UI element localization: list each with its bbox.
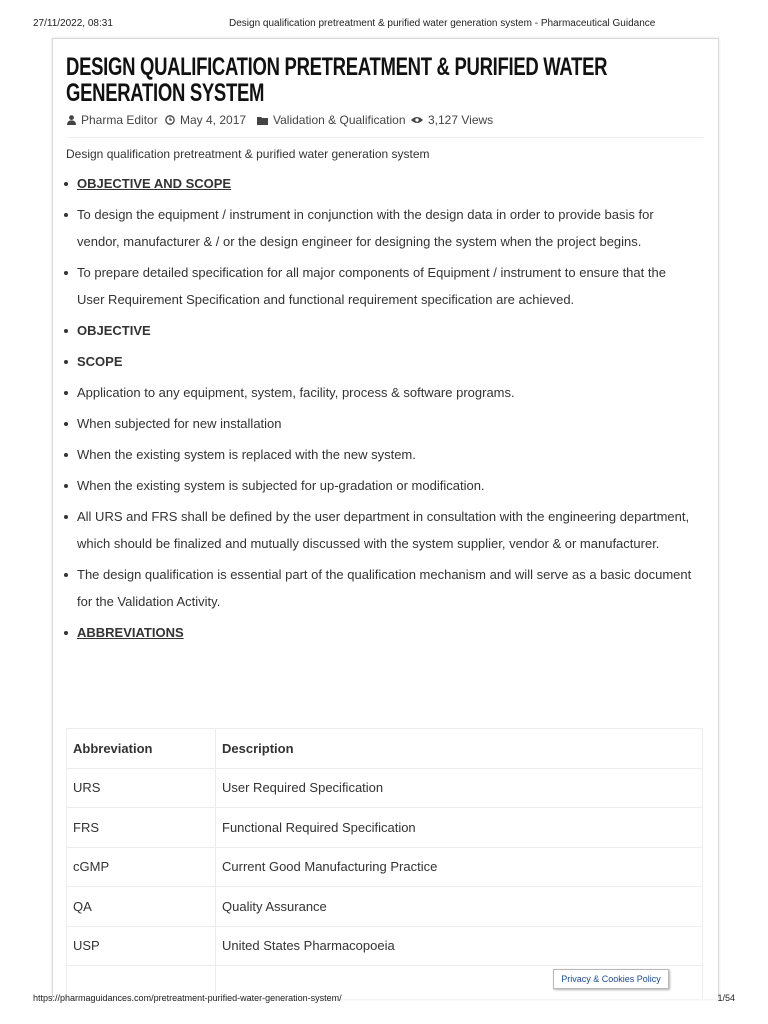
intro-text: Design qualification pretreatment & purified water generation system (66, 147, 430, 161)
table-cell: Functional Required Specification (216, 808, 703, 848)
table-cell: United States Pharmacopoeia (216, 926, 703, 966)
table-row (67, 887, 703, 927)
section-heading: SCOPE (62, 348, 692, 375)
content-list (62, 170, 692, 650)
section-heading: OBJECTIVE AND SCOPE (62, 170, 692, 197)
author-name[interactable]: Pharma Editor (81, 113, 158, 127)
section-heading: ABBREVIATIONS (62, 619, 692, 646)
table-cell: USP (67, 926, 216, 966)
table-cell: Current Good Manufacturing Practice (216, 847, 703, 887)
table-cell: cGMP (67, 847, 216, 887)
print-date: 27/11/2022, 08:31 (33, 18, 113, 29)
article-meta (67, 112, 703, 138)
post-date: May 4, 2017 (180, 113, 247, 127)
list-item: To design the equipment / instrument in conjunction with the design data in order to provide basis for vendor, manufacturer & / or the design engineer for designing the system when the project begins. (62, 201, 692, 255)
print-url: https://pharmaguidances.com/pretreatment-purified-water-generation-system/ (33, 993, 342, 1003)
table-cell: URS (67, 768, 216, 808)
views-meta (411, 113, 493, 127)
abbreviations-table (66, 728, 703, 999)
list-item: When subjected for new installation (62, 410, 692, 437)
column-header: Abbreviation (67, 729, 216, 769)
table-row (67, 926, 703, 966)
section-heading: OBJECTIVE (62, 317, 692, 344)
user-icon (67, 115, 76, 125)
table-row (67, 768, 703, 808)
privacy-cookies-button[interactable]: Privacy & Cookies Policy (553, 969, 669, 989)
table-cell: User Required Specification (216, 768, 703, 808)
table-cell: QA (67, 887, 216, 927)
list-item: The design qualification is essential part of the qualification mechanism and will serve as a basic document for the Validation Activity. (62, 561, 692, 615)
view-count: 3,127 Views (428, 113, 494, 127)
article-title: DESIGN QUALIFICATION PRETREATMENT & PURIFIED WATER GENERATION SYSTEM (66, 53, 608, 107)
date-meta (165, 113, 246, 127)
table-cell: Quality Assurance (216, 887, 703, 927)
table-row (67, 847, 703, 887)
list-item: To prepare detailed specification for all major components of Equipment / instrument to ensure that the User Requirement Specification and functional requirement specification are achieved. (62, 259, 692, 313)
print-header (0, 0, 768, 40)
table-header-row (67, 729, 703, 769)
folder-icon (257, 116, 268, 125)
page-number: 1/54 (717, 993, 735, 1003)
table-row (67, 808, 703, 848)
clock-icon (165, 115, 175, 125)
eye-icon (411, 116, 423, 124)
category-link[interactable]: Validation & Qualification (273, 113, 406, 127)
list-item: All URS and FRS shall be defined by the user department in consultation with the engineering department, which should be finalized and mutually discussed with the system supplier, vendor & or manufacturer. (62, 503, 692, 557)
print-page-title: Design qualification pretreatment & purified water generation system - Pharmaceutical Guidance (229, 18, 656, 29)
column-header: Description (216, 729, 703, 769)
list-item: When the existing system is subjected for up-gradation or modification. (62, 472, 692, 499)
list-item: Application to any equipment, system, facility, process & software programs. (62, 379, 692, 406)
list-item: When the existing system is replaced with the new system. (62, 441, 692, 468)
category-meta[interactable] (257, 113, 406, 127)
author-meta[interactable] (67, 113, 158, 127)
table-cell: FRS (67, 808, 216, 848)
print-footer (0, 990, 768, 1010)
article-card (52, 38, 719, 999)
